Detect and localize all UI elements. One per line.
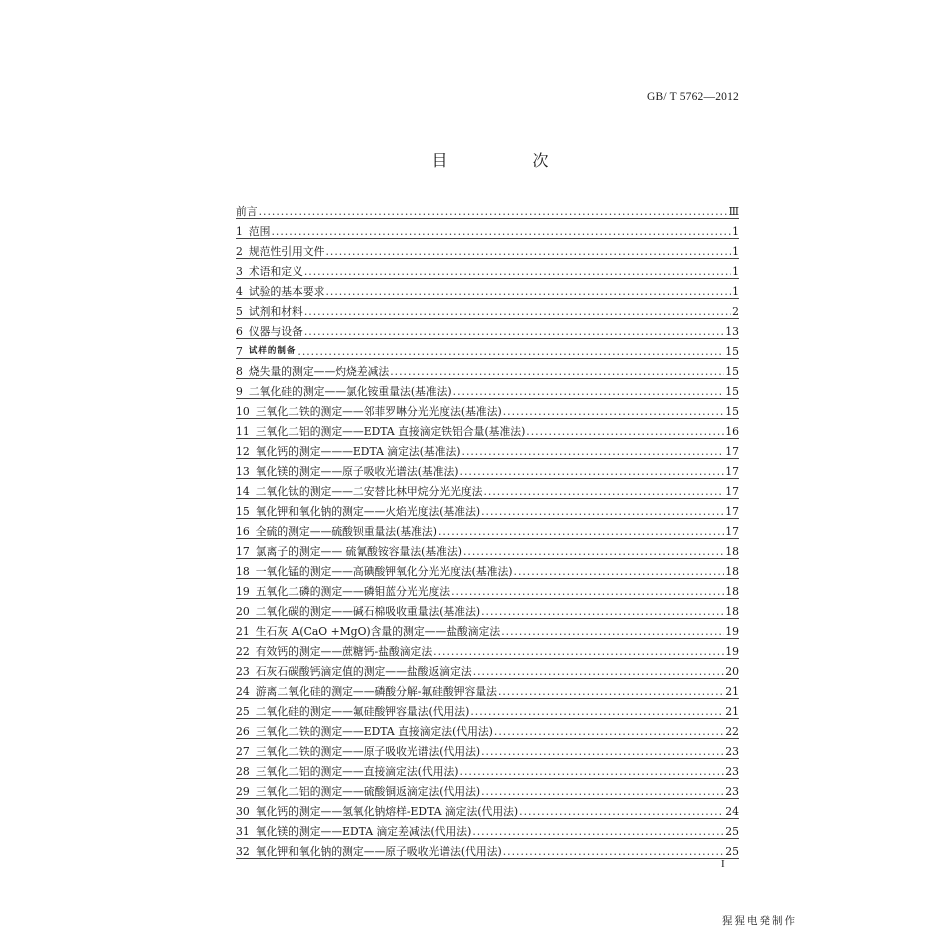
toc-entry-page: 23: [725, 745, 739, 758]
toc-entry-page: 22: [725, 725, 739, 738]
toc-entry[interactable]: [236, 519, 739, 539]
toc-entry[interactable]: [236, 839, 739, 859]
dot-leader: [463, 545, 724, 558]
toc-entry-page: 1: [732, 225, 739, 238]
toc-entry-number: 14: [236, 485, 250, 498]
toc-entry-title: 术语和定义: [248, 265, 303, 278]
toc-entry-number: 3: [236, 265, 243, 278]
toc-entry-title: 三氧化二铝的测定——硫酸铜返滴定法(代用法): [255, 785, 481, 798]
toc-entry[interactable]: [236, 459, 739, 479]
dot-leader: [460, 765, 725, 778]
toc-entry-page: Ⅲ: [728, 205, 739, 218]
dot-leader: [473, 665, 725, 678]
toc-entry[interactable]: [236, 639, 739, 659]
toc-entry[interactable]: [236, 619, 739, 639]
toc-entry-title: 二氧化硅的测定——氟硅酸钾容量法(代用法): [255, 705, 470, 718]
toc-entry-title: 烧失量的测定——灼烧差减法: [248, 365, 390, 378]
dot-leader: [390, 365, 724, 378]
toc-entry-number: 18: [236, 565, 250, 578]
toc-entry[interactable]: [236, 499, 739, 519]
toc-entry-title: 仪器与设备: [248, 325, 303, 338]
toc-entry-number: 20: [236, 605, 250, 618]
toc-entry-title: 氧化镁的测定——原子吸收光谱法(基准法): [255, 465, 459, 478]
toc-entry-page: 15: [725, 405, 739, 418]
toc-entry-title: 一氧化锰的测定——高碘酸钾氧化分光光度法(基准法): [255, 565, 513, 578]
dot-leader: [498, 685, 724, 698]
toc-entry[interactable]: [236, 239, 739, 259]
standard-code: GB/ T 5762—2012: [646, 91, 739, 103]
dot-leader: [259, 205, 728, 218]
toc-entry-number: 7: [236, 345, 243, 358]
dot-leader: [297, 345, 724, 358]
toc-entry-page: 23: [725, 785, 739, 798]
toc-entry-page: 18: [725, 545, 739, 558]
toc-entry-number: 25: [236, 705, 250, 718]
dot-leader: [494, 725, 724, 738]
toc-entry-page: 1: [732, 245, 739, 258]
toc-entry-number: 15: [236, 505, 250, 518]
toc-entry[interactable]: [236, 199, 739, 219]
toc-entry-page: 15: [725, 345, 739, 358]
toc-entry-title: 五氧化二磷的测定——磷钼蓝分光光度法: [255, 585, 451, 598]
page-number: I: [721, 858, 725, 870]
toc-entry-number: 4: [236, 285, 243, 298]
dot-leader: [483, 485, 724, 498]
dot-leader: [481, 605, 724, 618]
toc-entry-page: 13: [725, 325, 739, 338]
toc-entry-page: 19: [725, 625, 739, 638]
dot-leader: [460, 465, 725, 478]
toc-entry[interactable]: [236, 339, 739, 359]
dot-leader: [304, 325, 724, 338]
toc-entry[interactable]: [236, 219, 739, 239]
toc-entry-page: 21: [725, 705, 739, 718]
toc-entry-title: 全硫的测定——硫酸钡重量法(基准法): [255, 525, 437, 538]
dot-leader: [433, 645, 724, 658]
toc-entry-title: 氧化钙的测定——氢氧化钠熔样-EDTA 滴定法(代用法): [255, 805, 519, 818]
toc-entry-page: 17: [725, 485, 739, 498]
toc-entry[interactable]: [236, 539, 739, 559]
toc-entry-page: 20: [725, 665, 739, 678]
toc-entry[interactable]: [236, 559, 739, 579]
toc-entry-number: 12: [236, 445, 250, 458]
toc-entry-number: 6: [236, 325, 243, 338]
dot-leader: [462, 445, 725, 458]
toc-entry-number: 27: [236, 745, 250, 758]
toc-entry[interactable]: [236, 279, 739, 299]
table-of-contents: [236, 199, 739, 859]
toc-entry[interactable]: [236, 759, 739, 779]
toc-entry-title: 前言: [236, 205, 258, 218]
toc-entry-page: 17: [725, 465, 739, 478]
toc-entry[interactable]: [236, 679, 739, 699]
dot-leader: [325, 285, 731, 298]
toc-entry-page: 18: [725, 605, 739, 618]
dot-leader: [472, 825, 724, 838]
toc-entry-title: 氧化镁的测定——EDTA 滴定差减法(代用法): [255, 825, 472, 838]
toc-entry-page: 1: [732, 265, 739, 278]
toc-entry-title: 二氧化钛的测定——二安替比林甲烷分光光度法: [255, 485, 483, 498]
toc-entry-page: 15: [725, 365, 739, 378]
toc-entry-page: 17: [725, 445, 739, 458]
toc-entry[interactable]: [236, 719, 739, 739]
toc-entry-title: 氯离子的测定—— 硫氰酸铵容量法(基准法): [255, 545, 462, 558]
toc-entry-page: 1: [732, 285, 739, 298]
toc-entry-number: 21: [236, 625, 250, 638]
toc-entry[interactable]: [236, 799, 739, 819]
toc-entry-page: 24: [725, 805, 739, 818]
toc-entry-title: 氧化钙的测定———EDTA 滴定法(基准法): [255, 445, 461, 458]
toc-entry-title: 三氧化二铁的测定——邻菲罗啉分光光度法(基准法): [255, 405, 502, 418]
dot-leader: [304, 305, 731, 318]
toc-entry-title: 试样的制备: [248, 346, 297, 356]
toc-entry-page: 17: [725, 505, 739, 518]
toc-entry-page: 15: [725, 385, 739, 398]
toc-entry-number: 29: [236, 785, 250, 798]
toc-entry[interactable]: [236, 439, 739, 459]
dot-leader: [453, 385, 725, 398]
toc-entry-title: 生石灰 A(CaO +MgO)含量的测定——盐酸滴定法: [255, 625, 501, 638]
toc-entry[interactable]: [236, 399, 739, 419]
toc-entry-number: 9: [236, 385, 243, 398]
toc-entry-page: 25: [725, 845, 739, 858]
toc-entry-number: 1: [236, 225, 243, 238]
toc-entry-title: 试验的基本要求: [248, 285, 325, 298]
toc-entry[interactable]: [236, 699, 739, 719]
toc-entry-number: 30: [236, 805, 250, 818]
toc-entry-title: 三氧化二铝的测定——EDTA 直接滴定铁铝合量(基准法): [255, 425, 526, 438]
toc-entry-number: 28: [236, 765, 250, 778]
toc-entry-page: 2: [732, 305, 739, 318]
toc-entry-number: 22: [236, 645, 250, 658]
toc-entry-number: 19: [236, 585, 250, 598]
toc-entry-title: 有效钙的测定——蔗糖钙-盐酸滴定法: [255, 645, 433, 658]
toc-entry-page: 17: [725, 525, 739, 538]
toc-entry-title: 氧化钾和氧化钠的测定——火焰光度法(基准法): [255, 505, 481, 518]
dot-leader: [481, 745, 724, 758]
toc-entry-number: 31: [236, 825, 250, 838]
dot-leader: [325, 245, 731, 258]
toc-entry-number: 16: [236, 525, 250, 538]
toc-entry-number: 32: [236, 845, 250, 858]
toc-entry-number: 2: [236, 245, 243, 258]
dot-leader: [271, 225, 731, 238]
toc-entry[interactable]: [236, 599, 739, 619]
toc-entry-number: 26: [236, 725, 250, 738]
toc-entry-page: 18: [725, 565, 739, 578]
dot-leader: [503, 845, 725, 858]
toc-entry-page: 19: [725, 645, 739, 658]
toc-entry-title: 规范性引用文件: [248, 245, 325, 258]
toc-entry-number: 23: [236, 665, 250, 678]
toc-entry-title: 游离二氧化硅的测定——磷酸分解-氟硅酸钾容量法: [255, 685, 497, 698]
toc-entry-title: 二氧化硅的测定——氯化铵重量法(基准法): [248, 385, 452, 398]
dot-leader: [438, 525, 724, 538]
toc-entry-title: 试剂和材料: [248, 305, 303, 318]
toc-entry[interactable]: [236, 299, 739, 319]
dot-leader: [503, 405, 725, 418]
toc-entry[interactable]: [236, 359, 739, 379]
toc-entry-number: 24: [236, 685, 250, 698]
toc-entry-number: 11: [236, 425, 250, 438]
dot-leader: [304, 265, 731, 278]
toc-entry[interactable]: [236, 419, 739, 439]
toc-entry-title: 二氧化碳的测定——碱石棉吸收重量法(基准法): [255, 605, 481, 618]
toc-entry-number: 17: [236, 545, 250, 558]
toc-entry-title: 三氧化二铁的测定——原子吸收光谱法(代用法): [255, 745, 481, 758]
toc-entry-number: 13: [236, 465, 250, 478]
toc-entry[interactable]: [236, 319, 739, 339]
toc-entry-page: 21: [725, 685, 739, 698]
dot-leader: [481, 785, 724, 798]
toc-entry-title: 三氧化二铝的测定——直接滴定法(代用法): [255, 765, 459, 778]
toc-entry[interactable]: [236, 659, 739, 679]
toc-entry-page: 16: [725, 425, 739, 438]
dot-leader: [514, 565, 725, 578]
toc-entry-number: 5: [236, 305, 243, 318]
dot-leader: [481, 505, 724, 518]
dot-leader: [501, 625, 724, 638]
dot-leader: [451, 585, 724, 598]
producer-mark: 猩猩电発制作: [722, 915, 797, 927]
toc-entry[interactable]: [236, 779, 739, 799]
dot-leader: [470, 705, 724, 718]
toc-entry-title: 石灰石碳酸钙滴定值的测定——盐酸返滴定法: [255, 665, 472, 678]
toc-entry[interactable]: [236, 579, 739, 599]
toc-entry[interactable]: [236, 739, 739, 759]
toc-entry[interactable]: [236, 819, 739, 839]
toc-entry-page: 18: [725, 585, 739, 598]
toc-entry[interactable]: [236, 379, 739, 399]
toc-entry-title: 氧化钾和氧化钠的测定——原子吸收光谱法(代用法): [255, 845, 502, 858]
dot-leader: [526, 425, 724, 438]
dot-leader: [519, 805, 724, 818]
toc-entry-title: 三氧化二铁的测定——EDTA 直接滴定法(代用法): [255, 725, 493, 738]
toc-entry-page: 23: [725, 765, 739, 778]
toc-entry-page: 25: [725, 825, 739, 838]
toc-entry[interactable]: [236, 259, 739, 279]
toc-entry-number: 10: [236, 405, 250, 418]
toc-entry-number: 8: [236, 365, 243, 378]
toc-entry-title: 范围: [248, 225, 271, 238]
toc-title: 目 次: [431, 151, 589, 170]
toc-entry[interactable]: [236, 479, 739, 499]
